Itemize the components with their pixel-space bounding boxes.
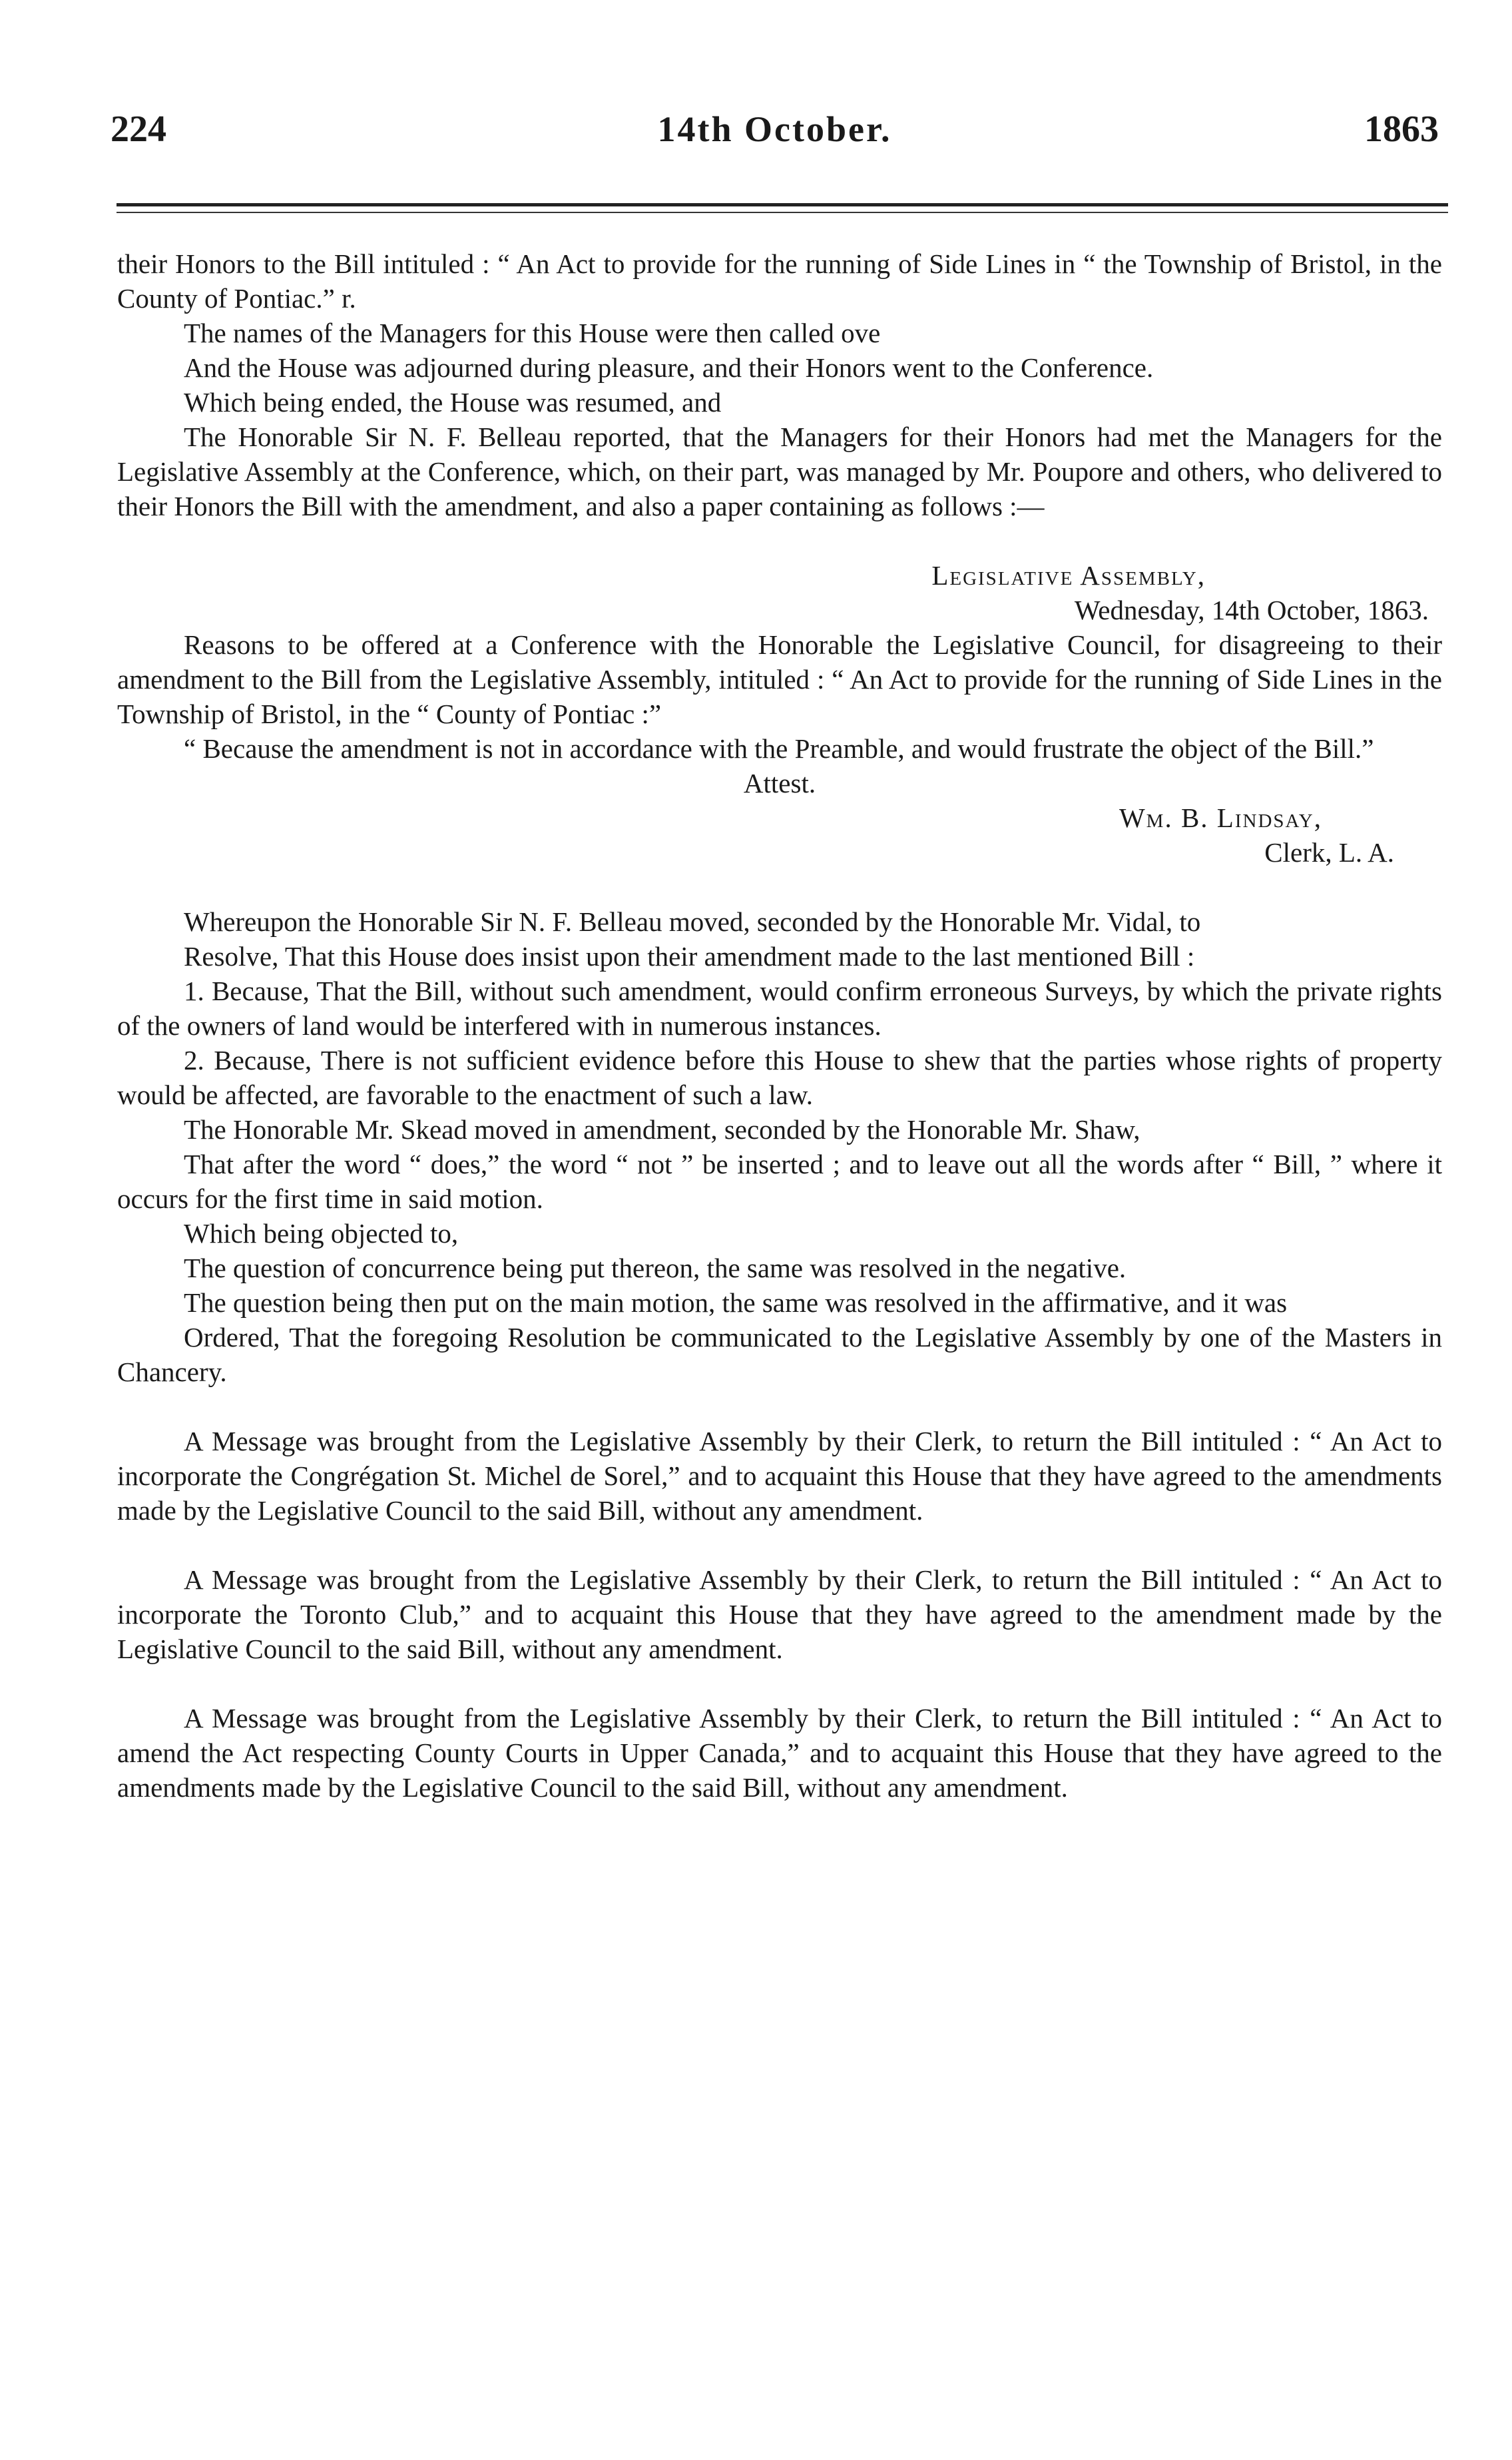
paragraph: The question being then put on the main motion, the same was resolved in the affirmative, and it was [184,1287,1288,1318]
paragraph: The question of concurrence being put thereon, the same was resolved in the negative. [184,1253,1127,1283]
header-date: 14th October. [657,109,892,149]
paragraph: That after the word “ does,” the word “ not ” be inserted ; and to leave out all the words after “ Bill, ” where it occurs for the first time in said motion. [117,1149,1442,1214]
paragraph: A Message was brought from the Legislative Assembly by their Clerk, to return the Bill intituled : “ An Act to incorporate the Congrégation St. Michel de Sorel,” and to acquaint this House that they have agreed to the amendments made by the Legislative Council to the said Bill, without any amendment. [117,1426,1442,1526]
paragraph: A Message was brought from the Legislative Assembly by their Clerk, to return the Bill intituled : “ An Act to amend the Act respecting County Courts in Upper Canada,” and to acquaint this House that they have agreed to the amendments made by the Legislative Council to the said Bill, without any amendment. [117,1703,1442,1803]
paragraph: Resolve, That this House does insist upon their amendment made to the last mentioned Bill : [184,941,1195,972]
signature-name: Wm. B. Lindsay, [1119,802,1322,833]
paragraph: Reasons to be offered at a Conference with the Honorable the Legislative Council, for disagreeing to their amendment to the Bill from the Legislative Assembly, intituled : “ An Act to provide for the running of Side Lines in the Township of Bristol, in the “ County of Pontiac :” [117,629,1442,729]
paragraph: The Honorable Mr. Skead moved in amendment, seconded by the Honorable Mr. Shaw, [184,1114,1140,1145]
paragraph: And the House was adjourned during pleasure, and their Honors went to the Conference. [184,352,1154,383]
page-number: 224 [111,109,166,150]
document-body [117,246,1442,1805]
header-year: 1863 [1364,109,1439,150]
header-rule-thick [117,203,1448,206]
attest-line: Attest. [743,768,816,798]
header-rule-thin [117,212,1448,213]
paragraph: The Honorable Sir N. F. Belleau reported, that the Managers for their Honors had met the Managers for the Legislative Assembly at the Conference, which, on their part, was managed by Mr. Poupore and others, who delivered to their Honors the Bill with the amendment, and also a paper containing as follows :— [117,422,1442,521]
paragraph: A Message was brought from the Legislative Assembly by their Clerk, to return the Bill intituled : “ An Act to incorporate the Toronto Club,” and to acquaint this House that they have agreed to the amendment made by the Legislative Council to the said Bill, without any amendment. [117,1564,1442,1664]
paragraph: “ Because the amendment is not in accordance with the Preamble, and would frustrate the object of the Bill.” [184,733,1374,764]
paragraph: Which being ended, the House was resumed, and [184,387,722,418]
paragraph: their Honors to the Bill intituled : “ An Act to provide for the running of Side Lines in “ the Township of Bristol, in the County of Pontiac.” r. [117,248,1442,314]
signature-title: Clerk, L. A. [1264,837,1394,868]
paragraph: Whereupon the Honorable Sir N. F. Belleau moved, seconded by the Honorable Mr. Vidal, to [184,906,1201,937]
running-header [111,109,1439,158]
paragraph: 1. Because, That the Bill, without such amendment, would confirm erroneous Surveys, by which the private rights of the owners of land would be interfered with in numerous instances. [117,976,1442,1041]
assembly-heading: Legislative Assembly, [931,560,1206,591]
paragraph: 2. Because, There is not sufficient evidence before this House to shew that the parties whose rights of property would be affected, are favorable to the enactment of such a law. [117,1045,1442,1110]
paragraph: The names of the Managers for this House were then called ove [184,318,881,348]
paragraph: Ordered, That the foregoing Resolution be communicated to the Legislative Assembly by one of the Masters in Chancery. [117,1322,1442,1387]
assembly-date: Wednesday, 14th October, 1863. [1074,595,1429,625]
paragraph: Which being objected to, [184,1218,459,1249]
